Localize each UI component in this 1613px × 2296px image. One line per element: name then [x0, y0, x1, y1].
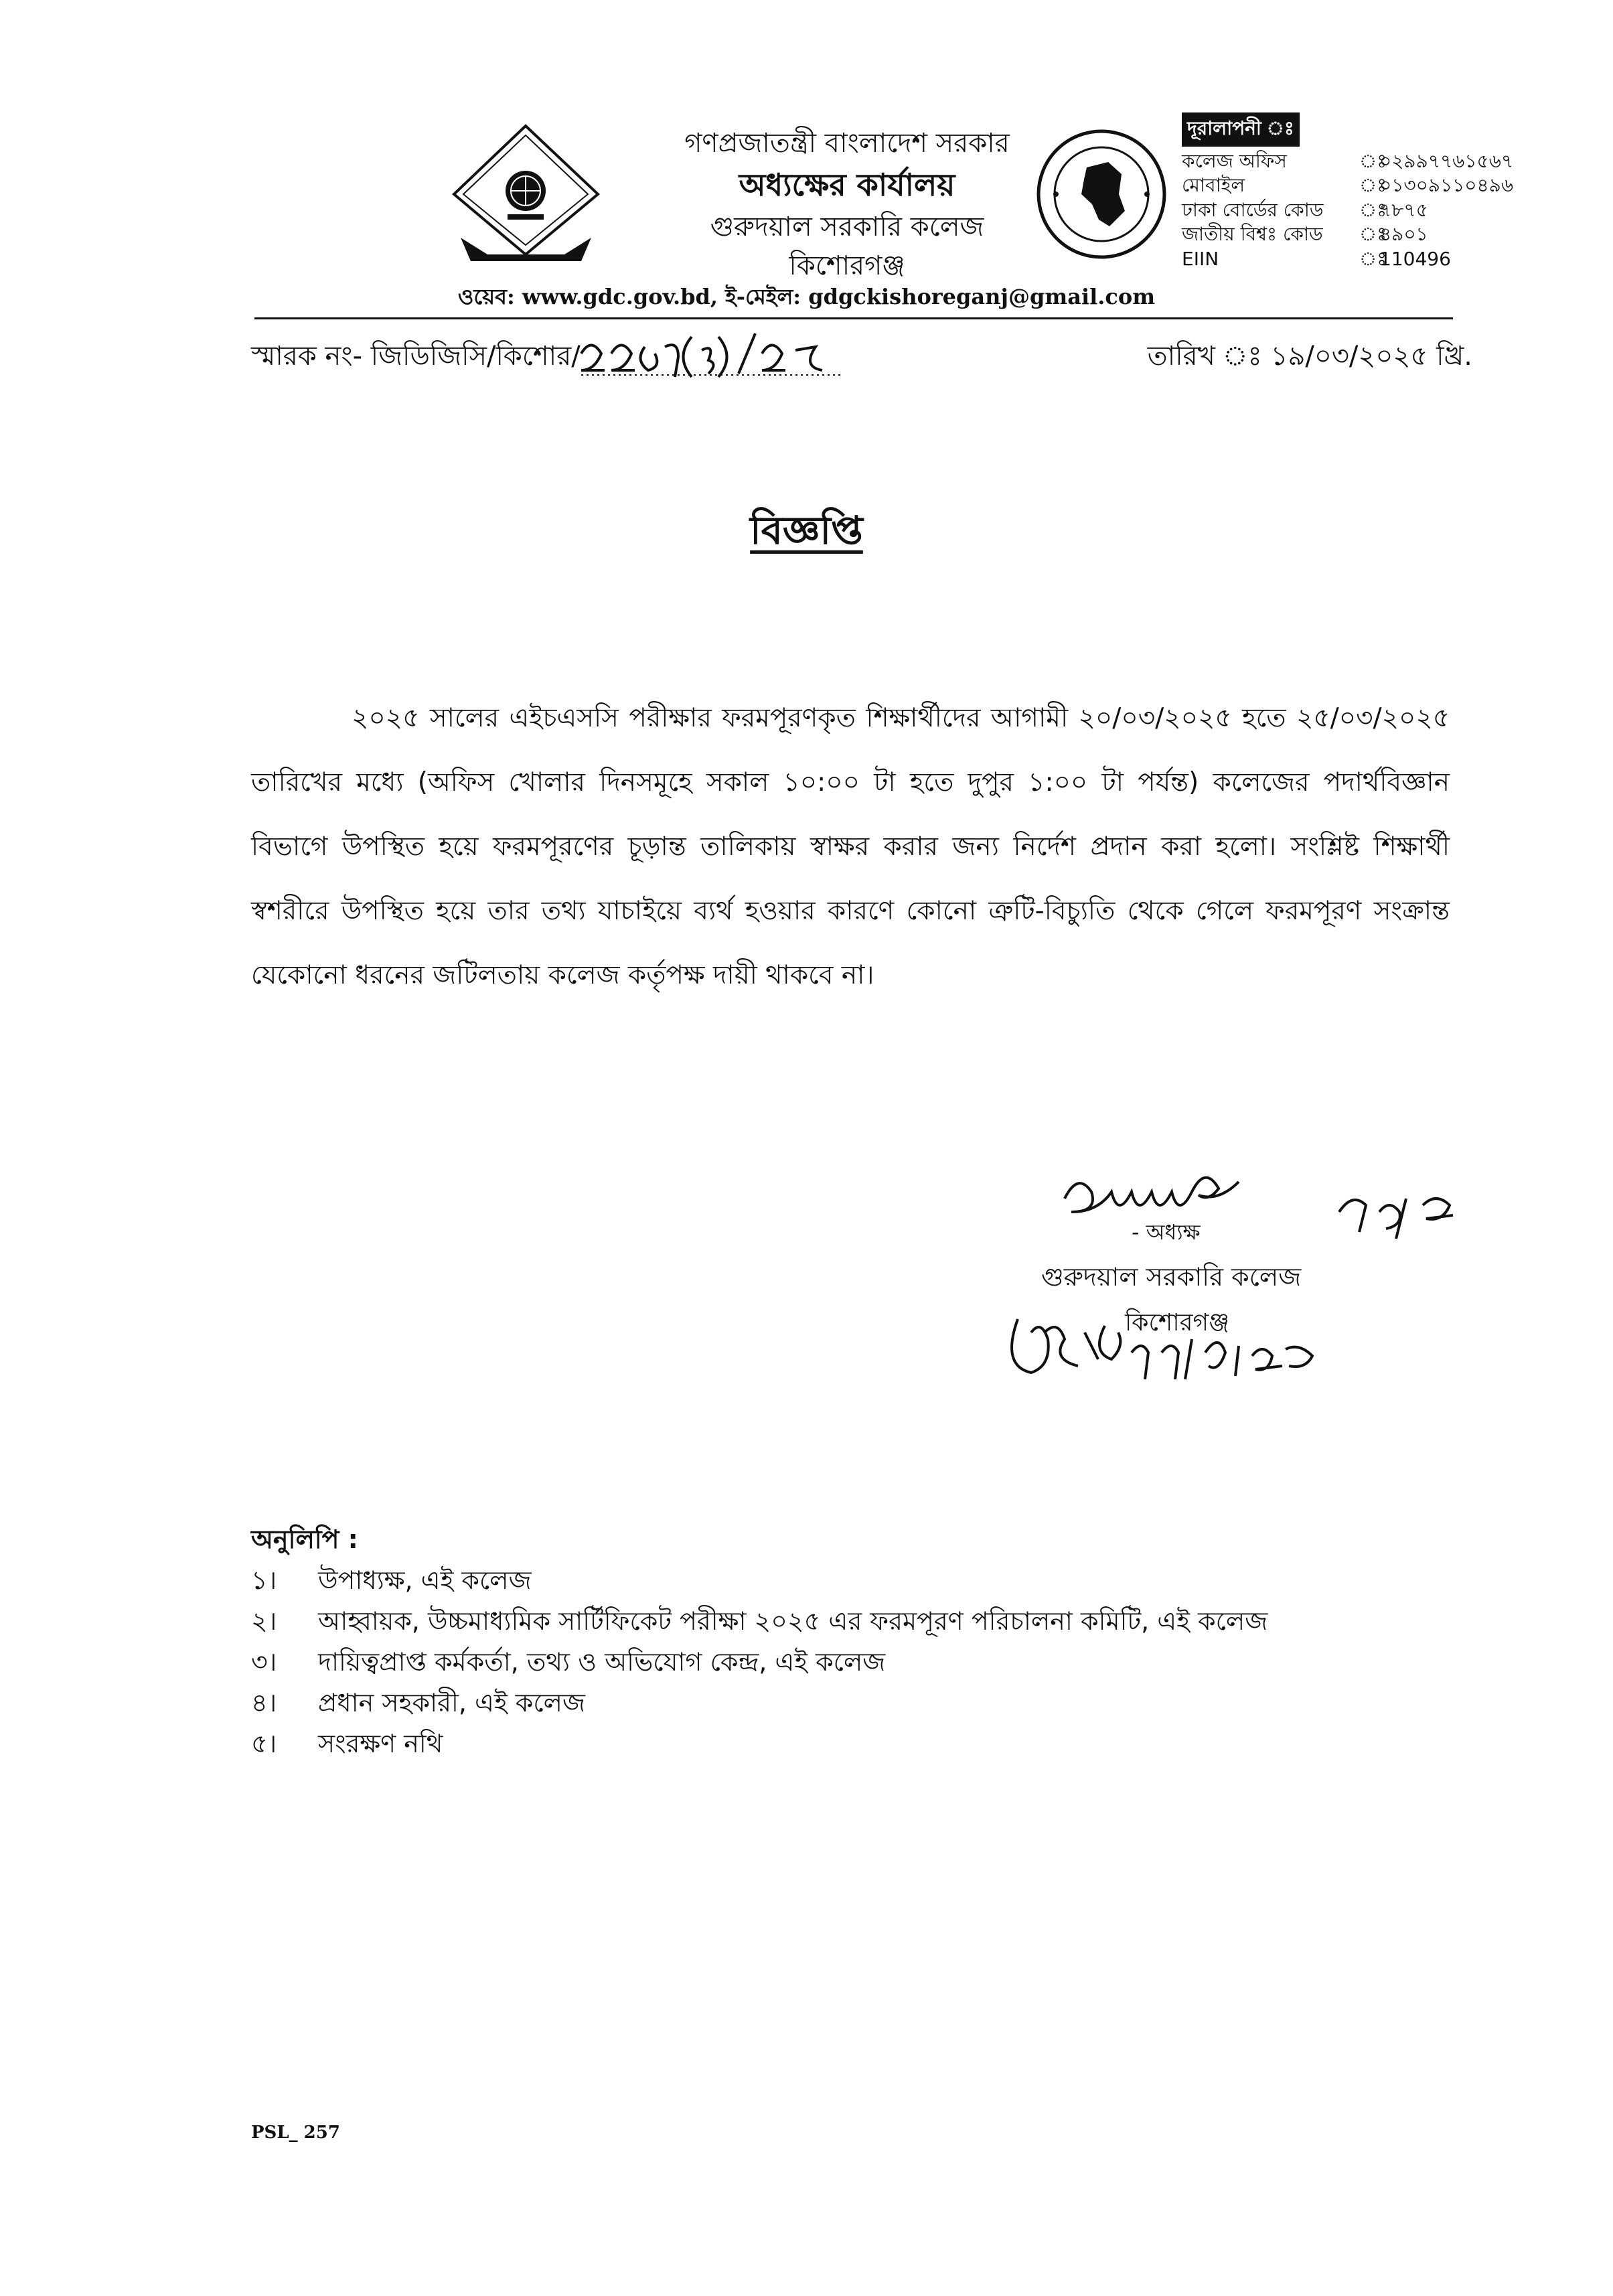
cc-number: ৩।: [251, 1647, 277, 1677]
cc-number: ৪।: [251, 1688, 277, 1717]
contact-value: ০১৩০৯১১০৪৯৬: [1379, 174, 1514, 197]
government-name: গণপ্রজাতন্ত্রী বাংলাদেশ সরকার: [684, 128, 1010, 159]
contact-row: [1182, 149, 1557, 173]
contact-separator: ঃ: [1359, 198, 1387, 221]
contact-block: [1182, 112, 1557, 271]
contact-label: জাতীয় বিশ্বঃ কোড: [1182, 223, 1323, 246]
header-divider: [254, 317, 1453, 319]
handwritten-reference-number: [574, 327, 909, 380]
contact-value: ৪৯০১: [1379, 223, 1428, 246]
college-logo: [447, 121, 605, 271]
signatory-district: কিশোরগঞ্জ: [1125, 1309, 1229, 1336]
contact-row: [1182, 247, 1557, 271]
web-email-line: ওয়েব: www.gdc.gov.bd, ই-মেইল: gdgckishoreganj@gmail.com: [457, 284, 1156, 309]
contact-value: ০২৯৯৭৭৬১৫৬৭: [1379, 150, 1514, 172]
signatory-college: গুরুদয়াল সরকারি কলেজ: [1041, 1262, 1302, 1292]
contact-separator: ঃ: [1359, 174, 1387, 197]
district-name: কিশোরগঞ্জ: [789, 250, 905, 281]
list-item: [251, 1724, 1268, 1764]
contact-label: কলেজ অফিস: [1182, 150, 1287, 172]
contact-value: ৭৮৭৫: [1379, 198, 1428, 221]
list-item: [251, 1560, 1268, 1601]
cc-heading: অনুলিপি :: [251, 1525, 358, 1554]
office-header: [670, 124, 1024, 285]
memo-reference: স্মারক নং- জিডিজিসি/কিশোর/: [251, 341, 581, 372]
cc-number: ৫।: [251, 1729, 277, 1758]
contact-label: EIIN: [1182, 247, 1219, 270]
notice-title: বিজ্ঞপ্তি: [750, 508, 863, 553]
contact-row: [1182, 222, 1557, 246]
cc-text: প্রধান সহকারী, এই কলেজ: [318, 1688, 585, 1717]
signatory-role: - অধ্যক্ষ: [1132, 1219, 1201, 1245]
office-name: অধ্যক্ষের কার্যালয়: [739, 167, 955, 203]
contact-label: ঢাকা বোর্ডের কোড: [1182, 198, 1324, 221]
cc-text: আহ্বায়ক, উচ্চমাধ্যমিক সার্টিফিকেট পরীক্ষা ২০২৫ এর ফরমপূরণ পরিচালনা কমিটি, এই কলেজ: [318, 1606, 1268, 1636]
memo-date: তারিখ ঃ ১৯/০৩/২০২৫ খ্রি.: [1147, 341, 1472, 372]
cc-list: [251, 1560, 1268, 1764]
contact-separator: ঃ: [1359, 150, 1387, 172]
principal-signature: [1058, 1158, 1486, 1259]
cc-number: ২।: [251, 1606, 277, 1636]
notice-paragraph: ২০২৫ সালের এইচএসসি পরীক্ষার ফরমপূরণকৃত শিক্ষার্থীদের আগামী ২০/০৩/২০২৫ হতে ২৫/০৩/২০২৫ তারিখের মধ্যে (অফিস খোলার দিনসমূহে সকাল ১০:০০ টা হতে দুপুর ১:০০ টা পর্যন্ত) কলেজের পদার্থবিজ্ঞান বিভাগে উপস্থিত হয়ে ফরমপূরণের চূড়ান্ত তালিকায় স্বাক্ষর করার জন্য নির্দেশ প্রদান করা হলো। সংশ্লিষ্ট শিক্ষার্থী স্বশরীরে উপস্থিত হয়ে তার তথ্য যাচাইয়ে ব্যর্থ হওয়ার কারণে কোনো ত্রুটি-বিচ্যুতি থেকে গেলে ফরমপূরণ সংক্রান্ত যেকোনো ধরনের জটিলতায় কলেজ কর্তৃপক্ষ দায়ী থাকবে না।: [251, 703, 1450, 990]
contact-row: [1182, 173, 1557, 198]
list-item: [251, 1642, 1268, 1683]
contact-row: [1182, 198, 1557, 222]
notice-body: [251, 686, 1450, 1008]
contact-label: মোবাইল: [1182, 174, 1245, 197]
cc-text: দায়িত্বপ্রাপ্ত কর্মকর্তা, তথ্য ও অভিযোগ কেন্দ্র, এই কলেজ: [318, 1647, 886, 1677]
college-name: গুরুদয়াল সরকারি কলেজ: [710, 211, 984, 242]
footer-code: PSL_ 257: [251, 2123, 340, 2143]
cc-text: সংরক্ষণ নথি: [318, 1729, 443, 1758]
contact-title: দূরালাপনী ঃ: [1182, 112, 1300, 147]
cc-text: উপাধ্যক্ষ, এই কলেজ: [318, 1565, 532, 1595]
contact-value: 110496: [1379, 247, 1451, 270]
contact-separator: ঃ: [1359, 223, 1387, 246]
contact-separator: ঃ: [1359, 247, 1387, 270]
cc-number: ১।: [251, 1565, 277, 1595]
list-item: [251, 1683, 1268, 1724]
list-item: [251, 1601, 1268, 1642]
government-seal: [1034, 127, 1168, 261]
